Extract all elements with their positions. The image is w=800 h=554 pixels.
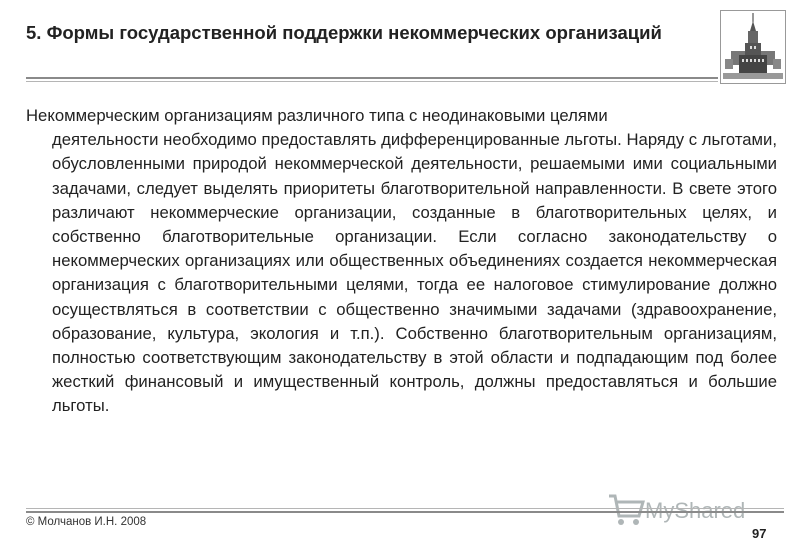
- footer-divider: [26, 511, 784, 513]
- myshared-watermark: [605, 488, 765, 532]
- footer-divider-thin: [26, 508, 784, 509]
- title-divider-thin: [26, 81, 718, 82]
- page-number: 97: [752, 526, 767, 541]
- copyright-text: © Молчанов И.Н. 2008: [26, 516, 147, 528]
- slide-title: 5. Формы государственной поддержки некоммерческих организаций: [26, 22, 662, 43]
- paragraph-body: деятельности необходимо предоставлять дифференцированные льготы. Наряду с льготами, обусловленными природой некоммерческой деятельности, решаемыми ими социальными задачами, следует выделять приоритеты благотворительной направленности. В свете этого различают некоммерческие организации, созданные в благотворительных целях, и собственно благотворительные организации. Если согласно законодательству о некоммерческих организациях или общественных объединениях создается некоммерческая организация с благотворительными целями, тогда ее налоговое стимулирование должно осуществляться в соответствии с общественно значимыми задачами (здравоохранение, образование, культура, экология и т.п.). Собственно благотворительным организациям, полностью соответствующим законодательству в этой области и подпадающим под более жесткий финансовый и имущественный контроль, должны предоставляться и большие льготы.: [52, 130, 777, 416]
- title-divider: [26, 77, 718, 79]
- body-paragraph: [26, 104, 777, 419]
- paragraph-first-line: Некоммерческим организациям различного типа с неодинаковыми целями: [26, 106, 608, 125]
- university-building-logo: [720, 10, 786, 84]
